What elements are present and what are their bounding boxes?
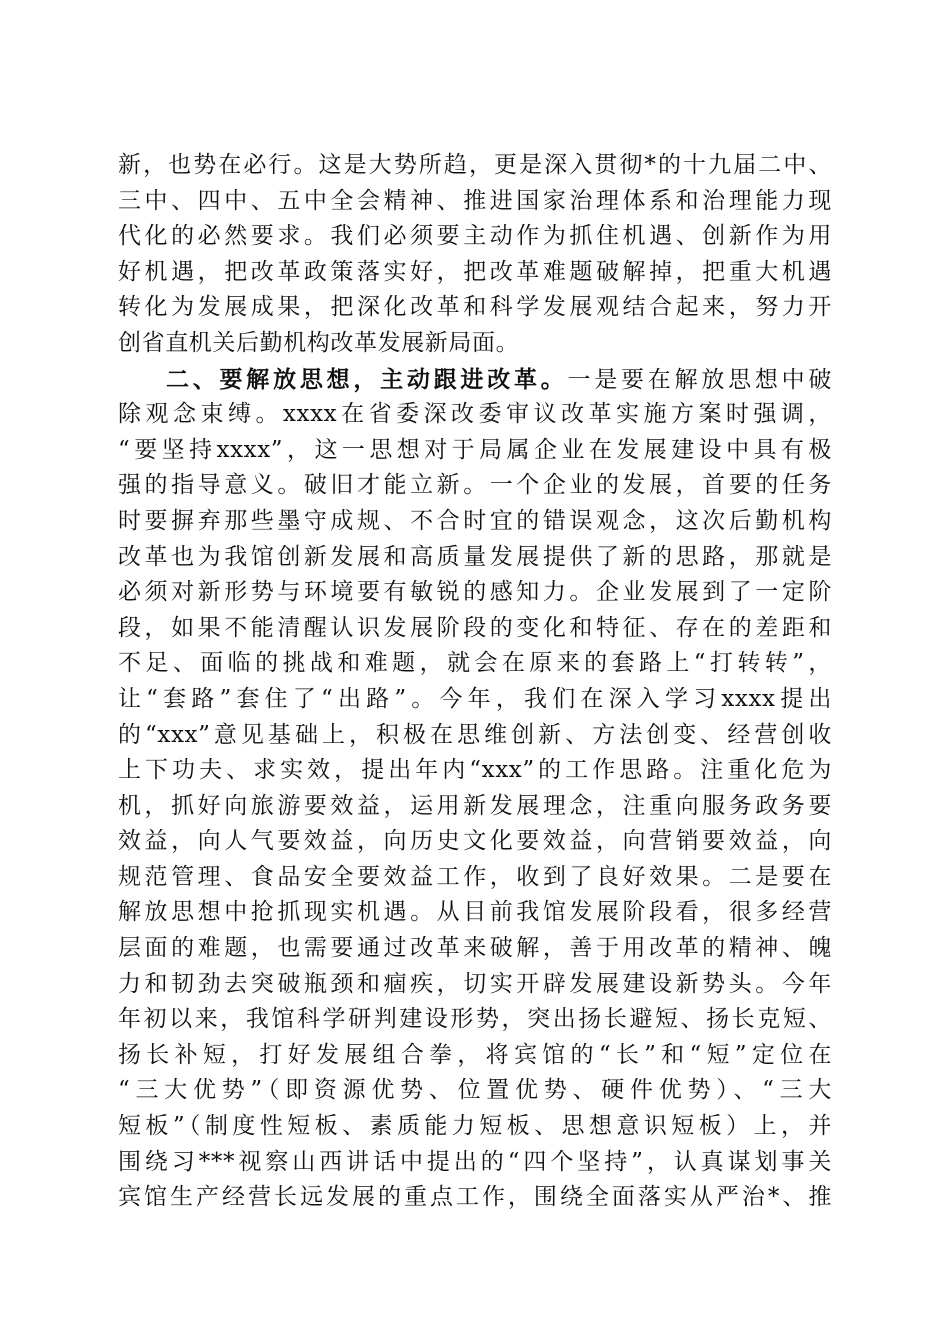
text-line: [118, 1073, 832, 1109]
text-line: [118, 1038, 832, 1074]
text-line: [118, 219, 832, 255]
line-text: 年初以来，我馆科学研判建设形势，突出扬长避短、扬长克短、: [118, 1006, 832, 1033]
line-text: 机，抓好向旅游要效益，运用新发展理念，注重向服务政务要: [118, 792, 832, 819]
line-text: 上下功夫、求实效，提出年内“xxx”的工作思路。注重化危为: [118, 757, 832, 784]
text-line: [118, 290, 832, 326]
text-line: [118, 789, 832, 825]
body-text: [118, 148, 832, 1216]
line-text: 宾馆生产经营长远发展的重点工作，围绕全面落实从严治*、推: [118, 1184, 832, 1211]
text-line: [118, 362, 832, 398]
text-line: [118, 575, 832, 611]
text-line: [118, 753, 832, 789]
text-line: [118, 931, 832, 967]
line-text: 力和韧劲去突破瓶颈和痼疾，切实开辟发展建设新势头。今年: [118, 970, 832, 997]
text-line: [118, 1145, 832, 1181]
line-text: 让“套路”套住了“出路”。今年，我们在深入学习xxxx提出: [118, 685, 832, 712]
line-text: 强的指导意义。破旧才能立新。一个企业的发展，首要的任务: [118, 472, 832, 499]
line-text: 层面的难题，也需要通过改革来破解，善于用改革的精神、魄: [118, 935, 832, 962]
text-line: [118, 468, 832, 504]
line-text: 转化为发展成果，把深化改革和科学发展观结合起来，努力开: [118, 294, 832, 321]
text-line: [118, 611, 832, 647]
line-text: 必须对新形势与环境要有敏锐的感知力。企业发展到了一定阶: [118, 579, 832, 606]
line-text: 代化的必然要求。我们必须要主动作为抓住机遇、创新作为用: [118, 223, 832, 250]
line-text: 不足、面临的挑战和难题，就会在原来的套路上“打转转”，: [118, 650, 832, 677]
text-line: [118, 895, 832, 931]
text-line: [118, 718, 832, 754]
line-text: 改革也为我馆创新发展和高质量发展提供了新的思路，那就是: [118, 543, 832, 570]
line-text: 扬长补短，打好发展组合拳，将宾馆的“长”和“短”定位在: [118, 1041, 832, 1068]
line-text: 短板”（制度性短板、素质能力短板、思想意识短板）上，并: [118, 1113, 832, 1140]
text-line: [118, 646, 832, 682]
text-line: [118, 326, 832, 362]
text-line: [118, 824, 832, 860]
text-line: [118, 540, 832, 576]
text-line: [118, 1002, 832, 1038]
text-line: [118, 397, 832, 433]
line-text: 一是要在解放思想中破: [567, 366, 833, 393]
line-text: 新，也势在必行。这是大势所趋，更是深入贯彻*的十九届二中、: [118, 152, 832, 178]
line-text: 三中、四中、五中全会精神、推进国家治理体系和治理能力现: [118, 187, 832, 214]
line-text: 段，如果不能清醒认识发展阶段的变化和特征、存在的差距和: [118, 614, 832, 641]
line-text: 规范管理、食品安全要效益工作，收到了良好效果。二是要在: [118, 863, 832, 890]
text-line: [118, 967, 832, 1003]
text-line: [118, 860, 832, 896]
line-text: 效益，向人气要效益，向历史文化要效益，向营销要效益，向: [118, 828, 832, 855]
line-text: 创省直机关后勤机构改革发展新局面。: [118, 329, 520, 356]
text-line: [118, 255, 832, 291]
line-text: “三大优势”（即资源优势、位置优势、硬件优势）、“三大: [118, 1077, 832, 1104]
text-line: [118, 433, 832, 469]
line-text: 解放思想中抢抓现实机遇。从目前我馆发展阶段看，很多经营: [118, 899, 832, 926]
line-text: “要坚持xxxx”，这一思想对于局属企业在发展建设中具有极: [118, 436, 832, 463]
text-line: [118, 1180, 832, 1216]
text-line: [118, 682, 832, 718]
text-line: [118, 148, 832, 184]
line-text: 除观念束缚。xxxx在省委深改委审议改革实施方案时强调，: [118, 401, 832, 428]
line-text: 围绕习***视察山西讲话中提出的“四个坚持”，认真谋划事关: [118, 1148, 832, 1175]
text-line: [118, 184, 832, 220]
text-line: [118, 504, 832, 540]
line-text: 好机遇，把改革政策落实好，把改革难题破解掉，把重大机遇: [118, 258, 832, 285]
section-heading: 二、要解放思想，主动跟进改革。: [166, 365, 568, 393]
line-text: 时要摒弃那些墨守成规、不合时宜的错误观念，这次后勤机构: [118, 507, 832, 534]
text-line: [118, 1109, 832, 1145]
line-text: 的“xxx”意见基础上，积极在思维创新、方法创变、经营创收: [118, 721, 832, 748]
